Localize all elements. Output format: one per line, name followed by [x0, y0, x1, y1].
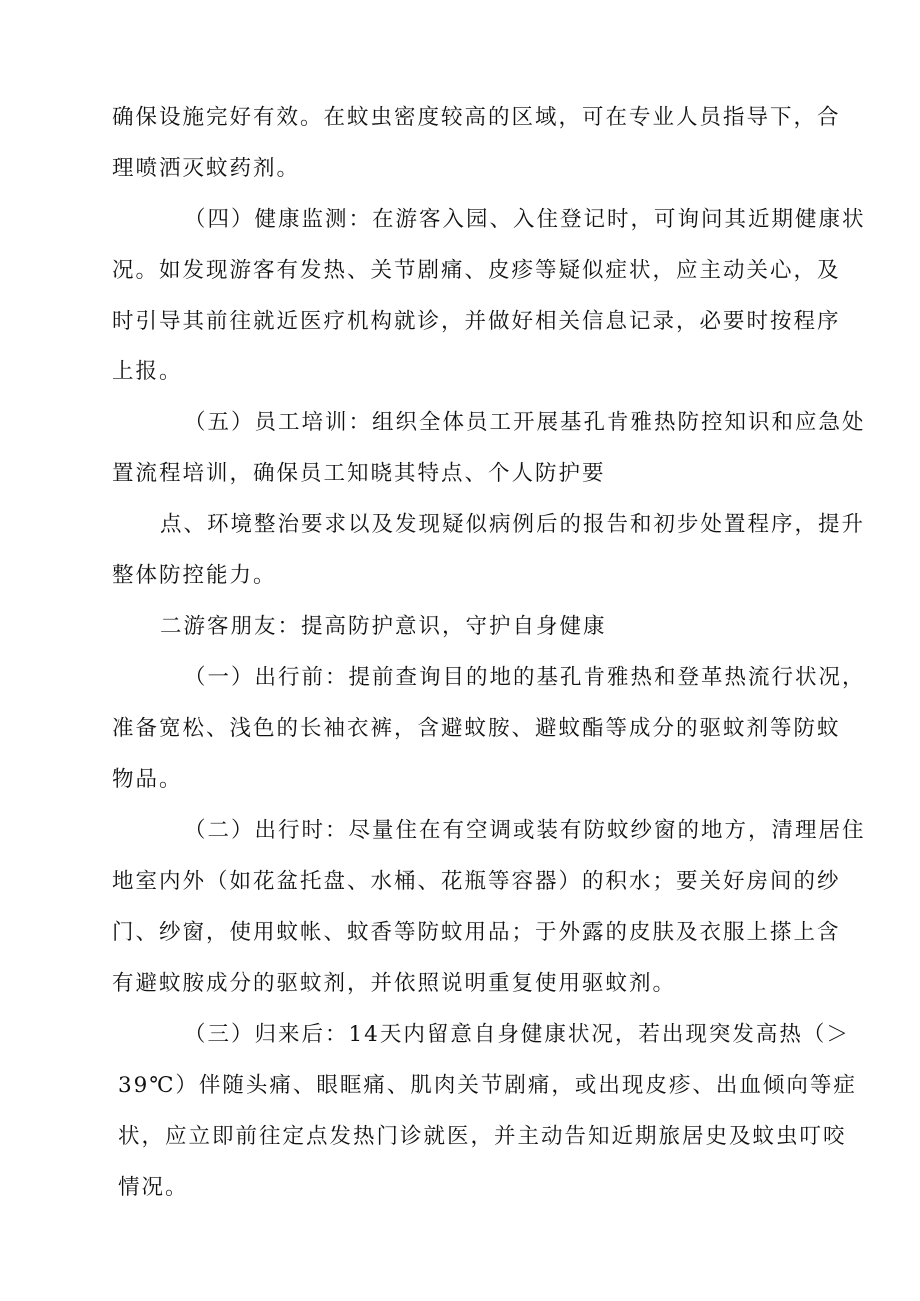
text-line-21: 状，应立即前往定点发热门诊就医，并主动告知近期旅居史及蚊虫叮咬	[118, 1124, 847, 1149]
text-line-7: （五）员工培训：组织全体员工开展基孔肯雅热防控知识和应急处	[184, 410, 866, 435]
text-line-9: 点、环境整治要求以及发现疑似病例后的报告和初步处置程序，提升	[160, 512, 866, 537]
text-line-19: （三）归来后：14天内留意自身健康状况，若出现突发高热（＞	[184, 1022, 850, 1047]
text-line-17: 门、纱窗，使用蚊帐、蚊香等防蚊用品；于外露的皮肤及衣服上搽上含	[112, 920, 841, 945]
text-line-10: 整体防控能力。	[112, 563, 277, 588]
text-line-14: 物品。	[112, 767, 183, 792]
text-line-18: 有避蚊胺成分的驱蚊剂，并依照说明重复使用驱蚊剂。	[112, 971, 677, 996]
text-line-22: 情况。	[118, 1175, 189, 1200]
text-line-8: 置流程培训，确保员工知晓其特点、个人防护要	[112, 461, 606, 486]
text-line-3: （四）健康监测：在游客入园、入住登记时，可询问其近期健康状	[184, 207, 866, 232]
text-line-5: 时引导其前往就近医疗机构就诊，并做好相关信息记录，必要时按程序	[112, 309, 841, 334]
text-line-13: 准备宽松、浅色的长袖衣裤，含避蚊胺、避蚊酯等成分的驱蚊剂等防蚊	[112, 716, 841, 741]
text-line-15: （二）出行时：尽量住在有空调或装有防蚊纱窗的地方，清理居住	[184, 818, 866, 843]
text-line-20: 39℃）伴随头痛、眼眶痛、肌肉关节剧痛，或出现皮疹、出血倾向等症	[118, 1073, 857, 1098]
text-line-16: 地室内外（如花盆托盘、水桶、花瓶等容器）的积水；要关好房间的纱	[112, 869, 841, 894]
text-line-12: （一）出行前：提前查询目的地的基孔肯雅热和登革热流行状况，	[184, 665, 866, 690]
text-line-6: 上报。	[112, 359, 183, 384]
section-heading: 二游客朋友：提高防护意识，守护自身健康	[160, 614, 607, 639]
text-line-2: 理喷洒灭蚊药剂。	[112, 156, 301, 181]
text-line-4: 况。如发现游客有发热、关节剧痛、皮疹等疑似症状，应主动关心，及	[112, 258, 841, 283]
text-line-1: 确保设施完好有效。在蚊虫密度较高的区域，可在专业人员指导下，合	[112, 105, 841, 130]
